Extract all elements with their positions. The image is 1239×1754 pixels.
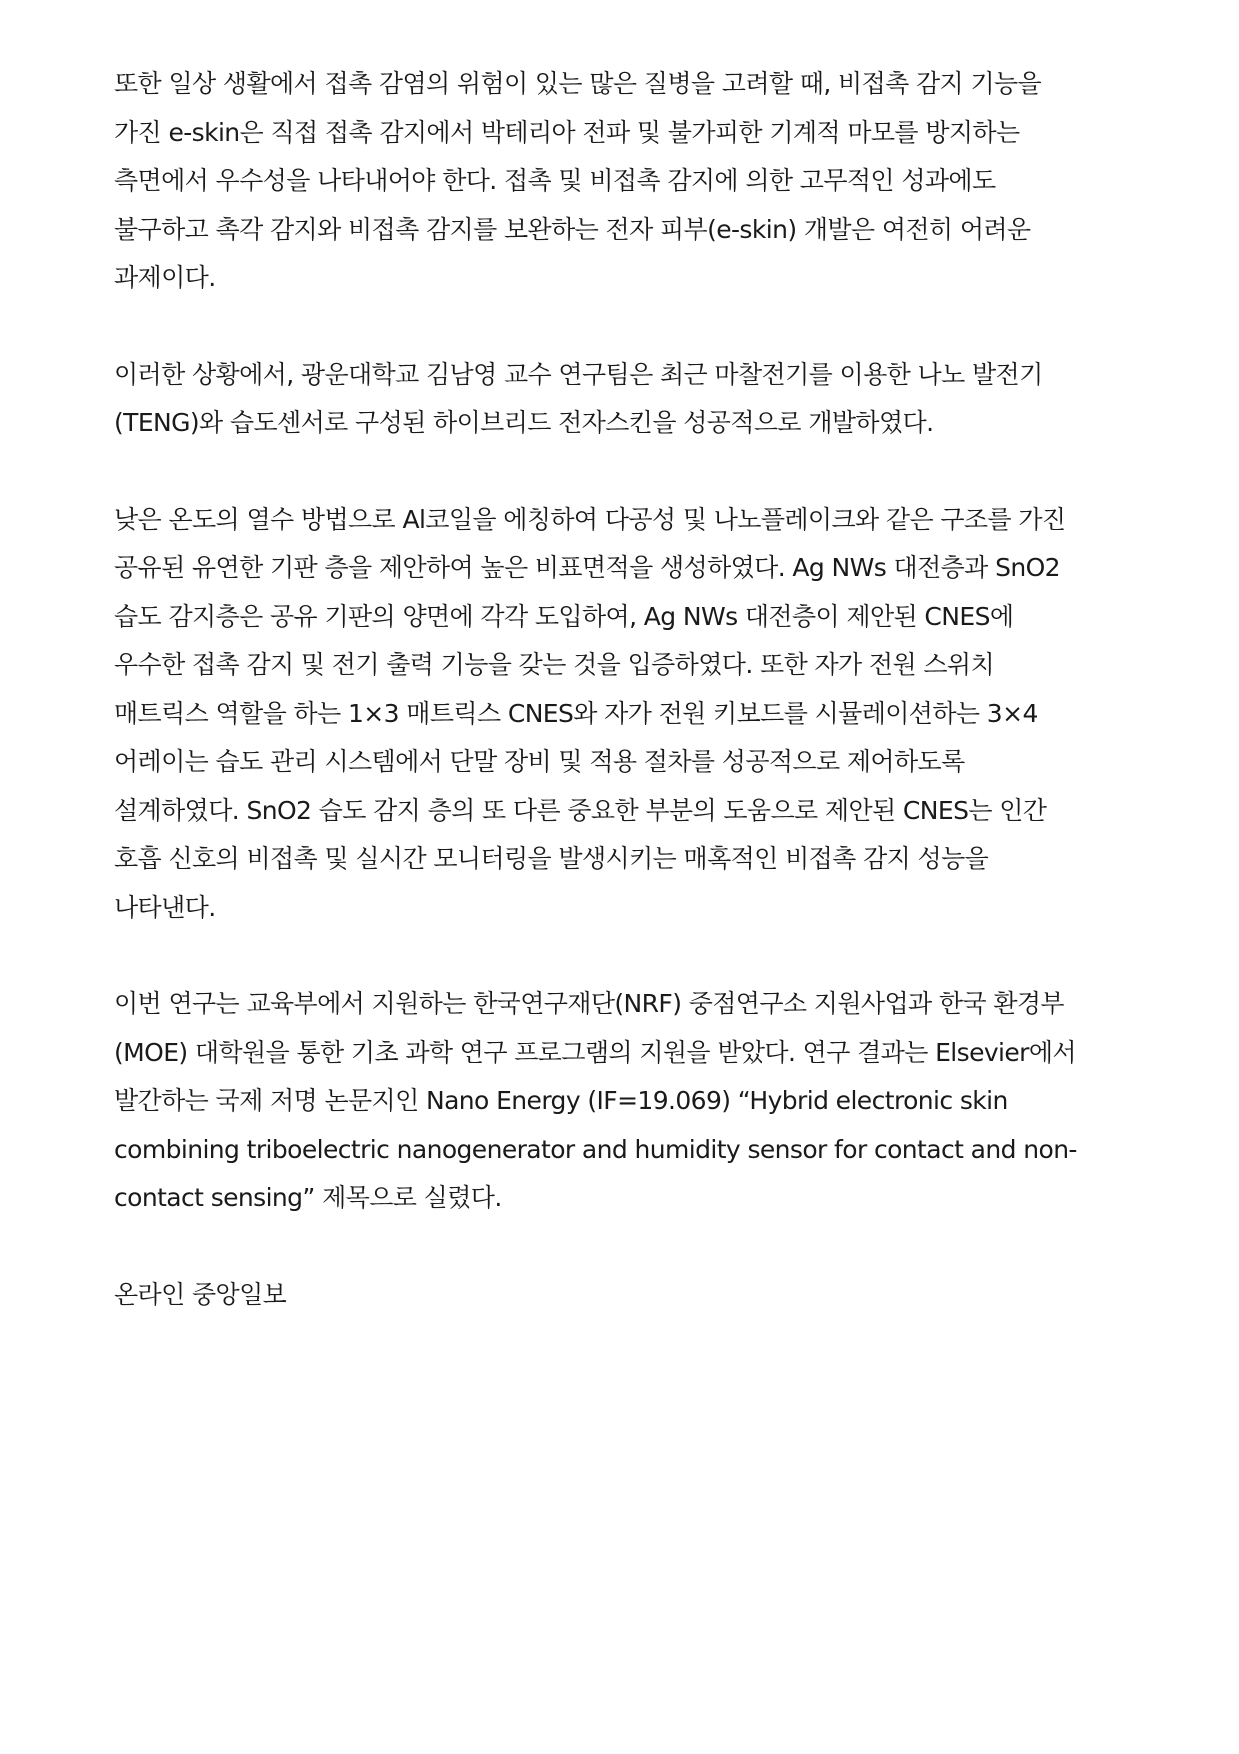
text-line: combining triboelectric nanogenerator and humidity sensor for contact and non- — [114, 1134, 1077, 1164]
text-line: 과제이다. — [114, 263, 216, 292]
text-line: 매트릭스 역할을 하는 1×3 매트릭스 CNES와 자가 전원 키보드를 시뮬레이션하는 3×4 — [114, 698, 1038, 728]
text-line: 설계하였다. SnO2 습도 감지 층의 또 다른 중요한 부분의 도움으로 제안된 CNES는 인간 — [114, 795, 1047, 825]
text-line: 이번 연구는 교육부에서 지원하는 한국연구재단(NRF) 중점연구소 지원사업과 한국 환경부 — [114, 989, 1064, 1018]
text-line: 가진 e-skin은 직접 접촉 감지에서 박테리아 전파 및 불가피한 기계적 마모를 방지하는 — [114, 117, 1020, 147]
text-line: 나타낸다. — [114, 892, 216, 922]
text-line: 또한 일상 생활에서 접촉 감염의 위험이 있는 많은 질병을 고려할 때, 비접촉 감지 기능을 — [114, 69, 1042, 98]
text-line: 이러한 상황에서, 광운대학교 김남영 교수 연구팀은 최근 마찰전기를 이용한 나노 발전기 — [114, 359, 1043, 389]
paragraph-research-team — [114, 351, 1134, 448]
text-line: 어레이는 습도 관리 시스템에서 단말 장비 및 적용 절차를 성공적으로 제어하도록 — [114, 747, 965, 776]
text-line: (MOE) 대학원을 통한 기초 과학 연구 프로그램의 지원을 받았다. 연구 결과는 Elsevier에서 — [114, 1037, 1076, 1067]
text-line: 발간하는 국제 저명 논문지인 Nano Energy (IF=19.069) “Hybrid electronic skin — [114, 1086, 1008, 1115]
byline — [114, 1271, 1134, 1320]
text-line: (TENG)와 습도센서로 구성된 하이브리드 전자스킨을 성공적으로 개발하였다. — [114, 408, 934, 437]
text-line: 우수한 접촉 감지 및 전기 출력 기능을 갖는 것을 입증하였다. 또한 자가 전원 스위치 — [114, 650, 995, 679]
text-line: 호흡 신호의 비접촉 및 실시간 모니터링을 발생시키는 매혹적인 비접촉 감지 성능을 — [114, 844, 989, 873]
text-line: 습도 감지층은 공유 기판의 양면에 각각 도입하여, Ag NWs 대전층이 제안된 CNES에 — [114, 601, 1014, 631]
text-line: 불구하고 촉각 감지와 비접촉 감지를 보완하는 전자 피부(e-skin) 개발은 여전히 어려운 — [114, 214, 1031, 244]
paragraph-method — [114, 496, 1134, 933]
paragraph-contactless-sensing — [114, 60, 1134, 303]
article-body — [114, 60, 1134, 1319]
text-line: 온라인 중앙일보 — [114, 1279, 287, 1309]
text-line: 측면에서 우수성을 나타내어야 한다. 접촉 및 비접촉 감지에 의한 고무적인 성과에도 — [114, 166, 996, 195]
text-line: 공유된 유연한 기판 층을 제안하여 높은 비표면적을 생성하였다. Ag NWs 대전층과 SnO2 — [114, 553, 1060, 582]
paragraph-funding-publication — [114, 980, 1134, 1223]
text-line: contact sensing” 제목으로 실렸다. — [114, 1183, 502, 1212]
text-line: 낮은 온도의 열수 방법으로 Al코일을 에칭하여 다공성 및 나노플레이크와 같은 구조를 가진 — [114, 504, 1066, 534]
